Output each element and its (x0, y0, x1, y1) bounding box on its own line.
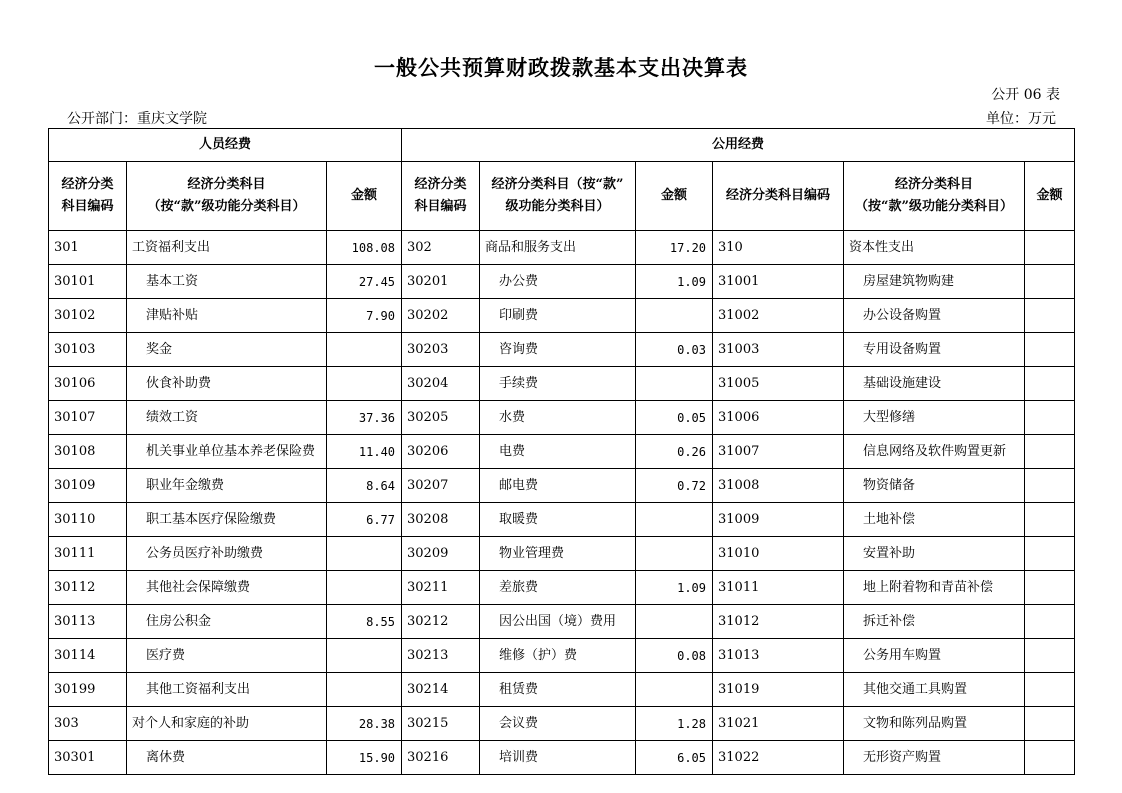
table-row (49, 435, 1075, 469)
amount-cell: 6.05 (636, 741, 713, 775)
name-cell: 培训费 (480, 741, 636, 775)
header-amount: 金额 (327, 162, 402, 231)
table-row (49, 231, 1075, 265)
amount-cell (1025, 469, 1075, 503)
page-title: 一般公共预算财政拨款基本支出决算表 (374, 55, 748, 80)
amount-cell (636, 299, 713, 333)
code-cell: 30301 (49, 741, 127, 775)
code-cell: 31010 (713, 537, 844, 571)
code-cell: 31002 (713, 299, 844, 333)
code-cell: 30111 (49, 537, 127, 571)
code-cell: 31013 (713, 639, 844, 673)
name-cell: 土地补偿 (844, 503, 1025, 537)
amount-cell: 1.09 (636, 265, 713, 299)
group-personnel: 人员经费 (49, 129, 402, 162)
table-row (49, 299, 1075, 333)
name-cell: 基础设施建设 (844, 367, 1025, 401)
amount-cell (636, 367, 713, 401)
name-cell: 租赁费 (480, 673, 636, 707)
code-cell: 31005 (713, 367, 844, 401)
amount-cell (1025, 503, 1075, 537)
code-cell: 30207 (402, 469, 480, 503)
table-row (49, 265, 1075, 299)
table-row (49, 401, 1075, 435)
header-amount-right: 金额 (1025, 162, 1075, 231)
code-cell: 31009 (713, 503, 844, 537)
code-cell: 30209 (402, 537, 480, 571)
table-row (49, 673, 1075, 707)
amount-cell (1025, 231, 1075, 265)
amount-cell: 7.90 (327, 299, 402, 333)
table-row (49, 367, 1075, 401)
name-cell: 其他交通工具购置 (844, 673, 1025, 707)
amount-cell: 15.90 (327, 741, 402, 775)
name-cell: 公务员医疗补助缴费 (127, 537, 327, 571)
code-cell: 30113 (49, 605, 127, 639)
name-cell: 取暖费 (480, 503, 636, 537)
amount-cell (327, 367, 402, 401)
code-cell: 30212 (402, 605, 480, 639)
amount-cell: 1.28 (636, 707, 713, 741)
amount-cell (1025, 605, 1075, 639)
name-cell: 安置补助 (844, 537, 1025, 571)
amount-cell: 0.26 (636, 435, 713, 469)
amount-cell (327, 537, 402, 571)
name-cell: 奖金 (127, 333, 327, 367)
name-cell: 离休费 (127, 741, 327, 775)
amount-cell (1025, 741, 1075, 775)
amount-cell (1025, 639, 1075, 673)
name-cell: 伙食补助费 (127, 367, 327, 401)
code-cell: 30214 (402, 673, 480, 707)
header-amount-mid: 金额 (636, 162, 713, 231)
amount-cell (1025, 333, 1075, 367)
amount-cell (1025, 367, 1075, 401)
name-cell: 绩效工资 (127, 401, 327, 435)
code-cell: 302 (402, 231, 480, 265)
code-cell: 30106 (49, 367, 127, 401)
amount-cell (1025, 537, 1075, 571)
name-cell: 维修（护）费 (480, 639, 636, 673)
code-cell: 30201 (402, 265, 480, 299)
name-cell: 手续费 (480, 367, 636, 401)
amount-cell: 28.38 (327, 707, 402, 741)
table-number: 公开 06 表 (991, 87, 1060, 103)
amount-cell (327, 571, 402, 605)
code-cell: 303 (49, 707, 127, 741)
header-name: 经济分类科目 （按“款”级功能分类科目） (127, 162, 327, 231)
code-cell: 30215 (402, 707, 480, 741)
name-cell: 物资储备 (844, 469, 1025, 503)
table-row (49, 741, 1075, 775)
amount-cell: 108.08 (327, 231, 402, 265)
code-cell: 31019 (713, 673, 844, 707)
table-row (49, 571, 1075, 605)
name-cell: 津贴补贴 (127, 299, 327, 333)
name-cell: 住房公积金 (127, 605, 327, 639)
amount-cell (327, 673, 402, 707)
amount-cell: 37.36 (327, 401, 402, 435)
code-cell: 30114 (49, 639, 127, 673)
code-cell: 30202 (402, 299, 480, 333)
name-cell: 电费 (480, 435, 636, 469)
code-cell: 31008 (713, 469, 844, 503)
code-cell: 31022 (713, 741, 844, 775)
code-cell: 30112 (49, 571, 127, 605)
table-row (49, 605, 1075, 639)
amount-cell: 0.08 (636, 639, 713, 673)
amount-cell (1025, 707, 1075, 741)
name-cell: 资本性支出 (844, 231, 1025, 265)
amount-cell (1025, 571, 1075, 605)
code-cell: 31021 (713, 707, 844, 741)
name-cell: 其他工资福利支出 (127, 673, 327, 707)
name-cell: 地上附着物和青苗补偿 (844, 571, 1025, 605)
name-cell: 邮电费 (480, 469, 636, 503)
code-cell: 30110 (49, 503, 127, 537)
name-cell: 职工基本医疗保险缴费 (127, 503, 327, 537)
name-cell: 基本工资 (127, 265, 327, 299)
name-cell: 其他社会保障缴费 (127, 571, 327, 605)
unit-label: 单位：万元 (986, 111, 1056, 127)
name-cell: 信息网络及软件购置更新 (844, 435, 1025, 469)
amount-cell (327, 333, 402, 367)
name-cell: 拆迁补偿 (844, 605, 1025, 639)
header-code-mid: 经济分类 科目编码 (402, 162, 480, 231)
name-cell: 咨询费 (480, 333, 636, 367)
code-cell: 30199 (49, 673, 127, 707)
amount-cell (1025, 435, 1075, 469)
code-cell: 30208 (402, 503, 480, 537)
code-cell: 30109 (49, 469, 127, 503)
amount-cell: 11.40 (327, 435, 402, 469)
amount-cell: 0.05 (636, 401, 713, 435)
amount-cell: 17.20 (636, 231, 713, 265)
name-cell: 公务用车购置 (844, 639, 1025, 673)
code-cell: 30216 (402, 741, 480, 775)
name-cell: 大型修缮 (844, 401, 1025, 435)
name-cell: 印刷费 (480, 299, 636, 333)
name-cell: 专用设备购置 (844, 333, 1025, 367)
code-cell: 31011 (713, 571, 844, 605)
amount-cell (636, 537, 713, 571)
table-row (49, 707, 1075, 741)
header-code-right: 经济分类科目编码 (713, 162, 844, 231)
name-cell: 办公设备购置 (844, 299, 1025, 333)
table-row (49, 537, 1075, 571)
amount-cell (636, 673, 713, 707)
table-row (49, 503, 1075, 537)
code-cell: 30213 (402, 639, 480, 673)
code-cell: 310 (713, 231, 844, 265)
code-cell: 30206 (402, 435, 480, 469)
amount-cell (1025, 401, 1075, 435)
name-cell: 商品和服务支出 (480, 231, 636, 265)
code-cell: 30102 (49, 299, 127, 333)
header-code: 经济分类 科目编码 (49, 162, 127, 231)
amount-cell: 0.72 (636, 469, 713, 503)
amount-cell (1025, 673, 1075, 707)
code-cell: 30103 (49, 333, 127, 367)
name-cell: 办公费 (480, 265, 636, 299)
header-name-mid: 经济分类科目（按“款” 级功能分类科目） (480, 162, 636, 231)
amount-cell: 0.03 (636, 333, 713, 367)
name-cell: 机关事业单位基本养老保险费 (127, 435, 327, 469)
code-cell: 31001 (713, 265, 844, 299)
amount-cell (636, 605, 713, 639)
name-cell: 会议费 (480, 707, 636, 741)
code-cell: 30211 (402, 571, 480, 605)
table-row (49, 639, 1075, 673)
name-cell: 工资福利支出 (127, 231, 327, 265)
name-cell: 医疗费 (127, 639, 327, 673)
amount-cell: 1.09 (636, 571, 713, 605)
amount-cell (636, 503, 713, 537)
amount-cell (1025, 265, 1075, 299)
name-cell: 文物和陈列品购置 (844, 707, 1025, 741)
code-cell: 30101 (49, 265, 127, 299)
code-cell: 30204 (402, 367, 480, 401)
code-cell: 30203 (402, 333, 480, 367)
expenditure-table (48, 128, 1075, 775)
code-cell: 31007 (713, 435, 844, 469)
amount-cell: 27.45 (327, 265, 402, 299)
amount-cell: 8.55 (327, 605, 402, 639)
department-label: 公开部门：重庆文学院 (67, 111, 207, 127)
name-cell: 因公出国（境）费用 (480, 605, 636, 639)
name-cell: 无形资产购置 (844, 741, 1025, 775)
name-cell: 差旅费 (480, 571, 636, 605)
name-cell: 物业管理费 (480, 537, 636, 571)
table-row (49, 469, 1075, 503)
code-cell: 30108 (49, 435, 127, 469)
code-cell: 30107 (49, 401, 127, 435)
code-cell: 31003 (713, 333, 844, 367)
name-cell: 房屋建筑物购建 (844, 265, 1025, 299)
code-cell: 301 (49, 231, 127, 265)
amount-cell (327, 639, 402, 673)
code-cell: 31006 (713, 401, 844, 435)
amount-cell: 8.64 (327, 469, 402, 503)
table-row (49, 333, 1075, 367)
code-cell: 30205 (402, 401, 480, 435)
code-cell: 31012 (713, 605, 844, 639)
amount-cell: 6.77 (327, 503, 402, 537)
group-public: 公用经费 (402, 129, 1075, 162)
name-cell: 对个人和家庭的补助 (127, 707, 327, 741)
header-name-right: 经济分类科目 （按“款”级功能分类科目） (844, 162, 1025, 231)
name-cell: 水费 (480, 401, 636, 435)
amount-cell (1025, 299, 1075, 333)
name-cell: 职业年金缴费 (127, 469, 327, 503)
